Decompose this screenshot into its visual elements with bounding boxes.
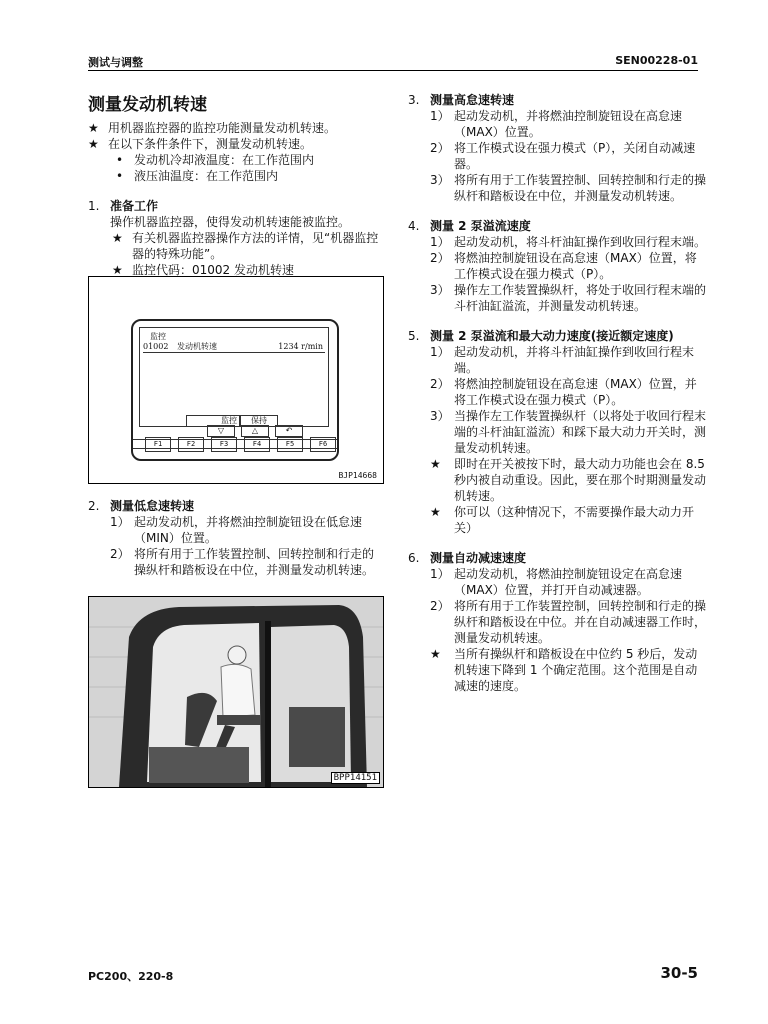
section-1-heading: 1. 准备工作 [88, 199, 159, 213]
up-triangle-icon[interactable]: △ [241, 425, 269, 437]
section-4-step-1: 1） 起动发动机，将斗杆油缸操作到收回行程末端。 [430, 235, 707, 249]
left-column [88, 94, 384, 278]
monitor-figure [88, 276, 384, 484]
right-column [408, 92, 706, 694]
photo-code: BPP14151 [331, 772, 380, 784]
condition-1: • 发动机冷却液温度：在工作范围内 [116, 153, 315, 167]
section-1-note-2: ★ 监控代码：01002 发动机转速 [112, 263, 294, 277]
section-4-heading: 4. 测量 2 泵溢流速度 [408, 219, 531, 233]
cab-photo [88, 596, 384, 788]
section-3-heading: 3. 测量高怠速转速 [408, 93, 515, 107]
f4-key[interactable]: F4 [244, 437, 270, 452]
section-1-note-1: ★ 有关机器监控器操作方法的详情，见“机器监控器的特殊功能”。 [112, 231, 379, 261]
section-2-step-1: 1） 起动发动机，并将燃油控制旋钮设在低怠速（MIN）位置。 [110, 515, 363, 545]
intro-item-1: ★ 用机器监控器的监控功能测量发动机转速。 [88, 121, 337, 135]
section-4-step-3: 3） 操作左工作装置操纵杆，将处于收回行程末端的斗杆油缸溢流，并测量发动机转速。 [430, 283, 707, 313]
f5-key[interactable]: F5 [277, 437, 303, 452]
section-6-step-2: 2） 将所有用于工作装置控制，回转控制和行走的操纵杆和踏板设在中位。并在自动减速器工作时，测量发动机转速。 [430, 599, 707, 645]
section-1-text: 操作机器监控器，使得发动机转速能被监控。 [110, 215, 351, 229]
monitor-screen [139, 327, 329, 427]
header-rule [88, 70, 698, 71]
section-5-note-1: ★ 即时在开关被按下时，最大动力功能也会在 8.5 秒内被自动重设。因此，要在那个时期测量发动机转速。 [430, 457, 707, 503]
section-4-step-2: 2） 将燃油控制旋钮设在高怠速（MAX）位置，将工作模式设在强力模式（P）。 [430, 251, 697, 281]
section-5-step-2: 2） 将燃油控制旋钮设在高怠速（MAX）位置，并将工作模式设在强力模式（P）。 [430, 377, 697, 407]
footer-page-number: 30-5 [660, 964, 698, 982]
header-left: 测试与调整 [88, 56, 143, 69]
down-triangle-icon[interactable]: ▽ [207, 425, 235, 437]
monitor-value: 1234 r/min [278, 342, 323, 351]
monitor-softkey-monitor[interactable]: 监控 [186, 415, 240, 426]
monitor-softkey-hold[interactable]: 保持 [240, 415, 278, 426]
section-6-note-1: ★ 当所有操纵杆和踏板设在中位约 5 秒后，发动机转速下降到 1 个确定范围。这个范围是自动减速的速度。 [430, 647, 698, 693]
section-5-step-3: 3） 当操作左工作装置操纵杆（以将处于收回行程末端的斗杆油缸溢流）和踩下最大动力开关时，测量发动机转速。 [430, 409, 707, 455]
f2-key[interactable]: F2 [178, 437, 204, 452]
f1-key[interactable]: F1 [145, 437, 171, 452]
section-5-heading: 5. 测量 2 泵溢流和最大动力速度(接近额定速度) [408, 329, 674, 343]
monitor-mode-label: 监控 [150, 332, 166, 341]
f3-key[interactable]: F3 [211, 437, 237, 452]
section-2 [88, 498, 384, 578]
section-2-step-2: 2） 将所有用于工作装置控制、回转控制和行走的操纵杆和踏板设在中位，并测量发动机转速。 [110, 547, 375, 577]
section-6-heading: 6. 测量自动减速速度 [408, 551, 527, 565]
section-2-heading: 2. 测量低怠速转速 [88, 499, 195, 513]
section-3-step-2: 2） 将工作模式设在强力模式（P），关闭自动减速器。 [430, 141, 696, 171]
section-6-step-1: 1） 起动发动机，将燃油控制旋钮设定在高怠速（MAX）位置，并打开自动减速器。 [430, 567, 683, 597]
return-icon[interactable]: ↶ [275, 425, 303, 437]
page-title: 测量发动机转速 [88, 95, 207, 115]
cab-photo-illustration [89, 597, 383, 787]
section-5-step-1: 1） 起动发动机，并将斗杆油缸操作到收回行程末端。 [430, 345, 695, 375]
footer-model: PC200、220-8 [88, 970, 174, 983]
monitor-code: 01002 [143, 342, 169, 351]
monitor-item-name: 发动机转速 [177, 342, 217, 351]
figure-code: BJP14668 [338, 471, 377, 480]
section-5-note-2: ★ 你可以（这种情况下，不需要操作最大动力开关） [430, 505, 695, 535]
f6-key[interactable]: F6 [310, 437, 336, 452]
section-3-step-1: 1） 起动发动机，并将燃油控制旋钮设在高怠速（MAX）位置。 [430, 109, 683, 139]
intro-item-2: ★ 在以下条件条件下，测量发动机转速。 [88, 137, 313, 151]
condition-2: • 液压油温度：在工作范围内 [116, 169, 279, 183]
header-right: SEN00228-01 [615, 54, 698, 67]
monitor-row [143, 342, 325, 353]
section-3-step-3: 3） 将所有用于工作装置控制、回转控制和行走的操纵杆和踏板设在中位，并测量发动机转速。 [430, 173, 707, 203]
